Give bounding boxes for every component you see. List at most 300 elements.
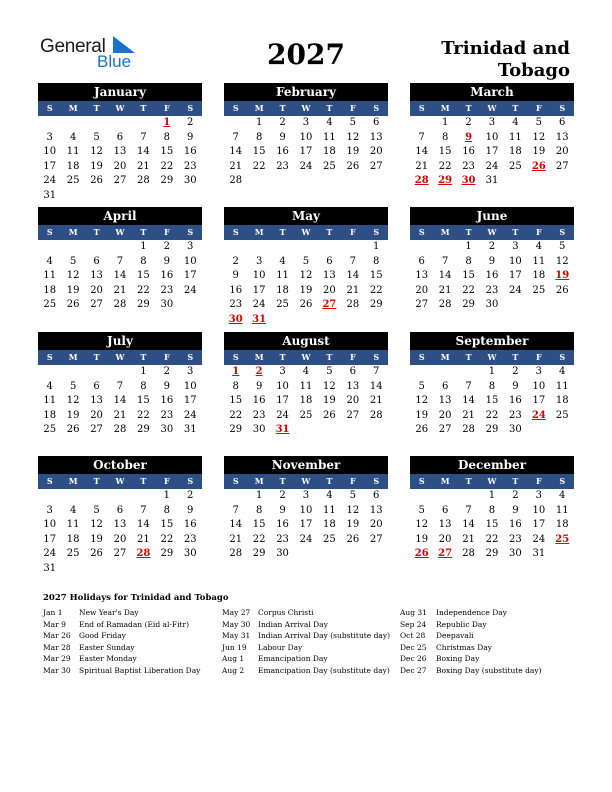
day-cell: 4 <box>559 490 566 501</box>
weekday-label: F <box>163 103 170 113</box>
day-cell: 20 <box>346 395 360 407</box>
empty-day-cell <box>294 174 317 189</box>
day-cell: 15 <box>137 395 150 407</box>
weekday-label: S <box>418 352 425 362</box>
day-cell: 7 <box>140 504 147 516</box>
day-cell: 1 <box>163 490 170 501</box>
empty-day-cell <box>318 423 341 438</box>
weekday-label: F <box>163 352 170 362</box>
weekday-header <box>410 225 574 240</box>
day-cell: 22 <box>369 284 383 296</box>
empty-day-cell <box>318 313 341 328</box>
weekday-label: T <box>512 476 519 486</box>
week-row <box>38 504 202 519</box>
day-cell: 31 <box>183 424 197 436</box>
day-cell: 19 <box>532 146 546 158</box>
week-row <box>410 533 574 548</box>
day-cell: 27 <box>438 424 452 436</box>
day-cell: 4 <box>69 504 77 516</box>
day-cell: 30 <box>160 424 174 436</box>
day-cell: 12 <box>346 131 360 143</box>
holiday-name: Indian Arrival Day <box>258 619 328 629</box>
day-cell: 12 <box>299 270 313 282</box>
week-row <box>410 255 574 270</box>
week-row <box>224 489 388 504</box>
empty-day-cell <box>108 365 131 380</box>
day-cell: 22 <box>462 284 475 296</box>
week-row <box>410 365 574 380</box>
empty-day-cell <box>527 423 550 438</box>
weekday-label: T <box>93 352 100 362</box>
day-cell: 28 <box>113 299 127 311</box>
day-cell: 19 <box>415 533 429 545</box>
empty-day-cell <box>341 423 364 438</box>
day-cell: 21 <box>438 284 452 296</box>
day-cell: 11 <box>43 270 57 282</box>
day-cell: 13 <box>113 519 127 531</box>
holiday-date: Aug 31 <box>400 608 427 617</box>
day-cell: 18 <box>555 519 569 531</box>
day-cell: 10 <box>299 131 313 143</box>
holiday-column <box>43 607 200 676</box>
week-row <box>38 174 202 189</box>
month-july <box>38 332 202 438</box>
day-cell: 2 <box>512 490 519 501</box>
weekday-header <box>224 225 388 240</box>
day-cell: 25 <box>532 284 546 296</box>
day-cell: 29 <box>160 548 174 560</box>
day-cell: 9 <box>512 380 519 392</box>
weekday-label: W <box>487 227 497 237</box>
holiday-name: Corpus Christi <box>258 608 314 617</box>
weekday-label: S <box>373 227 380 237</box>
week-row <box>38 269 202 284</box>
holiday-entry <box>222 653 390 665</box>
day-cell: 15 <box>252 146 266 158</box>
day-cell: 3 <box>535 490 542 501</box>
day-cell: 2 <box>279 490 286 501</box>
empty-day-cell <box>108 116 131 131</box>
empty-day-cell <box>551 174 574 189</box>
holiday-day-cell: 28 <box>136 548 151 560</box>
holiday-name: End of Ramadan (Eid al-Fitr) <box>79 619 190 629</box>
day-cell: 11 <box>299 380 313 392</box>
day-cell: 18 <box>43 409 57 421</box>
day-cell: 10 <box>43 519 57 531</box>
day-cell: 11 <box>323 504 336 516</box>
day-cell: 10 <box>485 131 499 143</box>
day-cell: 24 <box>43 548 57 560</box>
empty-day-cell <box>38 240 61 255</box>
holiday-name: New Year's Day <box>79 608 139 617</box>
day-cell: 27 <box>415 299 429 311</box>
holiday-date: Dec 27 <box>400 665 427 675</box>
day-cell: 18 <box>66 533 80 545</box>
day-cell: 8 <box>465 255 472 267</box>
day-cell: 24 <box>43 175 57 187</box>
week-row <box>410 269 574 284</box>
day-cell: 19 <box>299 284 313 296</box>
month-august <box>224 332 388 438</box>
holiday-entry <box>400 642 542 654</box>
day-cell: 3 <box>187 241 194 252</box>
weekday-label: T <box>512 352 519 362</box>
weekday-label: S <box>187 227 194 237</box>
day-cell: 16 <box>276 519 289 531</box>
day-cell: 20 <box>323 284 336 296</box>
weekday-label: T <box>512 227 519 237</box>
month-december <box>410 456 574 562</box>
day-cell: 14 <box>462 395 475 407</box>
weekday-label: T <box>93 476 100 486</box>
day-cell: 27 <box>113 548 127 560</box>
month-january <box>38 83 202 204</box>
day-cell: 4 <box>46 380 53 392</box>
day-cell: 22 <box>229 409 243 421</box>
day-cell: 16 <box>160 270 174 282</box>
day-cell: 23 <box>229 299 243 311</box>
holiday-name: Emancipation Day (substitute day) <box>258 665 390 675</box>
holiday-date: Dec 25 <box>400 642 427 652</box>
empty-day-cell <box>108 189 131 204</box>
day-cell: 28 <box>229 175 243 187</box>
weekday-label: M <box>440 227 450 237</box>
holiday-entry <box>222 619 390 631</box>
day-cell: 29 <box>485 548 499 560</box>
day-cell: 8 <box>255 504 263 516</box>
day-cell: 21 <box>462 409 475 421</box>
weekday-header <box>224 474 388 489</box>
day-cell: 4 <box>512 117 519 128</box>
day-cell: 30 <box>485 299 499 311</box>
day-cell: 24 <box>183 284 197 296</box>
weekday-label: W <box>115 227 125 237</box>
holiday-day-cell: 30 <box>228 313 243 325</box>
holiday-name: Emancipation Day <box>258 654 328 663</box>
empty-day-cell <box>294 313 317 328</box>
day-cell: 14 <box>113 395 127 407</box>
day-cell: 3 <box>46 131 53 143</box>
week-row <box>410 394 574 409</box>
day-cell: 2 <box>232 255 239 267</box>
day-cell: 17 <box>509 270 522 282</box>
week-row <box>224 269 388 284</box>
day-cell: 15 <box>229 395 243 407</box>
weekday-header <box>224 101 388 116</box>
day-cell: 14 <box>137 519 150 531</box>
holiday-name: Independence Day <box>436 608 507 617</box>
day-cell: 5 <box>349 490 356 501</box>
week-row <box>410 240 574 255</box>
holiday-date: Aug 1 <box>222 654 245 663</box>
empty-day-cell <box>341 547 364 562</box>
empty-day-cell <box>365 423 388 438</box>
day-cell: 20 <box>438 533 452 545</box>
holiday-date: May 31 <box>222 631 251 640</box>
day-cell: 15 <box>438 146 452 158</box>
day-cell: 23 <box>276 533 289 545</box>
day-cell: 1 <box>488 490 496 501</box>
week-row <box>38 298 202 313</box>
weekday-label: S <box>187 352 194 362</box>
day-cell: 25 <box>276 299 289 311</box>
day-cell: 24 <box>485 160 499 172</box>
day-cell: 25 <box>43 299 57 311</box>
day-cell: 20 <box>90 284 103 296</box>
weekday-label: S <box>46 476 53 486</box>
day-cell: 28 <box>462 424 475 436</box>
day-cell: 7 <box>465 380 472 392</box>
holidays-title: 2027 Holidays for Trinidad and Tobago <box>43 593 229 603</box>
holiday-name: Easter Sunday <box>79 642 135 652</box>
day-cell: 27 <box>90 424 103 436</box>
month-title: March <box>410 83 574 101</box>
weekday-label: W <box>301 352 311 362</box>
day-cell: 3 <box>488 117 496 128</box>
day-cell: 20 <box>90 409 103 421</box>
day-cell: 19 <box>90 160 103 172</box>
holiday-day-cell: 1 <box>232 366 240 377</box>
day-cell: 8 <box>140 380 147 392</box>
week-row <box>38 547 202 562</box>
day-cell: 14 <box>346 270 360 282</box>
day-cell: 24 <box>532 533 546 545</box>
day-cell: 11 <box>555 380 569 392</box>
day-cell: 8 <box>488 504 496 516</box>
day-cell: 15 <box>252 519 266 531</box>
empty-day-cell <box>108 240 131 255</box>
weekday-label: W <box>115 352 125 362</box>
day-cell: 9 <box>163 380 170 392</box>
weekday-label: W <box>487 476 497 486</box>
day-cell: 26 <box>90 548 103 560</box>
month-title: May <box>224 207 388 225</box>
week-row <box>410 298 574 313</box>
weekday-label: M <box>254 103 264 113</box>
day-cell: 21 <box>229 533 243 545</box>
week-row <box>224 174 388 189</box>
day-cell: 27 <box>555 160 569 172</box>
empty-day-cell <box>85 489 108 504</box>
day-cell: 6 <box>373 490 380 501</box>
weekday-label: W <box>301 227 311 237</box>
day-cell: 17 <box>532 519 546 531</box>
day-cell: 6 <box>349 366 356 377</box>
weekday-label: S <box>559 476 566 486</box>
empty-day-cell <box>294 547 317 562</box>
day-cell: 13 <box>415 270 429 282</box>
day-cell: 9 <box>187 504 194 516</box>
weekday-label: T <box>326 227 333 237</box>
day-cell: 19 <box>415 409 429 421</box>
month-february <box>224 83 388 189</box>
day-cell: 20 <box>369 146 383 158</box>
day-cell: 15 <box>160 519 174 531</box>
day-cell: 12 <box>66 395 80 407</box>
day-cell: 28 <box>113 424 127 436</box>
week-row <box>38 145 202 160</box>
holiday-column <box>222 607 390 676</box>
holiday-column <box>400 607 542 676</box>
day-cell: 30 <box>183 548 197 560</box>
week-row <box>224 298 388 313</box>
weekday-label: M <box>254 352 264 362</box>
empty-day-cell <box>410 240 433 255</box>
week-row <box>224 313 388 328</box>
week-row <box>38 240 202 255</box>
weekday-label: S <box>559 103 566 113</box>
week-row <box>224 284 388 299</box>
holiday-date: Dec 26 <box>400 654 427 663</box>
day-cell: 12 <box>90 519 103 531</box>
empty-day-cell <box>318 547 341 562</box>
day-cell: 20 <box>438 409 452 421</box>
day-cell: 6 <box>441 504 449 516</box>
day-cell: 5 <box>559 241 566 252</box>
holiday-name: Good Friday <box>79 631 126 640</box>
day-cell: 21 <box>369 395 383 407</box>
weekday-header <box>38 225 202 240</box>
weekday-label: F <box>535 476 542 486</box>
month-november <box>224 456 388 562</box>
weekday-label: S <box>187 476 194 486</box>
day-cell: 28 <box>137 175 150 187</box>
day-cell: 25 <box>509 160 522 172</box>
day-cell: 26 <box>66 299 80 311</box>
day-cell: 5 <box>349 117 356 128</box>
holiday-entry <box>222 642 390 654</box>
day-cell: 29 <box>252 548 266 560</box>
day-cell: 5 <box>93 131 100 143</box>
weekday-label: M <box>440 476 450 486</box>
week-row <box>38 562 202 577</box>
empty-day-cell <box>457 365 480 380</box>
day-cell: 21 <box>113 284 127 296</box>
day-cell: 14 <box>229 146 243 158</box>
day-cell: 22 <box>137 284 150 296</box>
day-cell: 24 <box>299 533 313 545</box>
day-cell: 29 <box>369 299 383 311</box>
empty-day-cell <box>61 562 84 577</box>
holiday-entry <box>400 653 542 665</box>
holiday-date: Mar 30 <box>43 665 71 675</box>
empty-day-cell <box>61 189 84 204</box>
day-cell: 2 <box>488 241 496 252</box>
week-row <box>38 160 202 175</box>
day-cell: 10 <box>299 504 313 516</box>
day-cell: 6 <box>93 255 100 267</box>
day-cell: 1 <box>255 117 263 128</box>
weekday-label: M <box>440 352 450 362</box>
empty-day-cell <box>318 240 341 255</box>
holiday-day-cell: 27 <box>322 299 337 311</box>
holiday-date: Mar 9 <box>43 619 66 629</box>
holiday-entry <box>43 607 200 619</box>
day-cell: 11 <box>555 504 569 516</box>
weekday-label: T <box>465 476 472 486</box>
day-cell: 14 <box>369 380 383 392</box>
day-cell: 19 <box>90 533 103 545</box>
holiday-entry <box>43 619 200 631</box>
day-cell: 30 <box>509 424 522 436</box>
day-cell: 3 <box>46 504 53 516</box>
day-cell: 5 <box>302 255 310 267</box>
day-cell: 7 <box>116 380 124 392</box>
weekday-label: W <box>115 103 125 113</box>
day-cell: 4 <box>46 255 53 267</box>
month-title: July <box>38 332 202 350</box>
day-cell: 28 <box>229 548 243 560</box>
day-cell: 6 <box>559 117 566 128</box>
month-title: October <box>38 456 202 474</box>
week-row <box>410 160 574 175</box>
week-row <box>410 284 574 299</box>
day-cell: 16 <box>509 395 522 407</box>
week-row <box>410 131 574 146</box>
week-row <box>38 189 202 204</box>
empty-day-cell <box>38 116 61 131</box>
day-cell: 6 <box>116 504 124 516</box>
day-cell: 25 <box>66 548 80 560</box>
weekday-label: S <box>559 352 566 362</box>
week-row <box>224 394 388 409</box>
day-cell: 15 <box>137 270 150 282</box>
month-title: August <box>224 332 388 350</box>
day-cell: 21 <box>346 284 360 296</box>
day-cell: 8 <box>441 131 449 143</box>
day-cell: 21 <box>462 533 475 545</box>
day-cell: 3 <box>535 366 542 377</box>
day-cell: 17 <box>485 146 499 158</box>
day-cell: 9 <box>279 504 286 516</box>
day-cell: 10 <box>532 504 546 516</box>
empty-day-cell <box>61 365 84 380</box>
day-cell: 30 <box>160 299 174 311</box>
week-row <box>410 489 574 504</box>
empty-day-cell <box>341 313 364 328</box>
empty-day-cell <box>551 423 574 438</box>
holiday-date: Oct 28 <box>400 631 426 640</box>
month-october <box>38 456 202 577</box>
week-row <box>410 174 574 189</box>
day-cell: 15 <box>485 519 499 531</box>
day-cell: 2 <box>512 366 519 377</box>
weekday-label: S <box>373 103 380 113</box>
week-row <box>410 547 574 562</box>
weekday-label: S <box>418 227 425 237</box>
day-cell: 31 <box>485 175 499 187</box>
day-cell: 18 <box>43 284 57 296</box>
empty-day-cell <box>410 116 433 131</box>
holiday-date: Sep 24 <box>400 619 427 629</box>
day-cell: 6 <box>116 131 124 143</box>
day-cell: 23 <box>509 409 522 421</box>
holiday-day-cell: 31 <box>275 424 290 436</box>
empty-day-cell <box>341 240 364 255</box>
day-cell: 23 <box>160 284 174 296</box>
day-cell: 23 <box>160 409 174 421</box>
day-cell: 17 <box>183 270 197 282</box>
day-cell: 13 <box>555 131 569 143</box>
day-cell: 22 <box>438 160 452 172</box>
weekday-label: T <box>326 476 333 486</box>
weekday-label: S <box>187 103 194 113</box>
day-cell: 4 <box>69 131 77 143</box>
day-cell: 12 <box>346 504 360 516</box>
month-title: November <box>224 456 388 474</box>
empty-day-cell <box>85 240 108 255</box>
day-cell: 18 <box>323 146 336 158</box>
